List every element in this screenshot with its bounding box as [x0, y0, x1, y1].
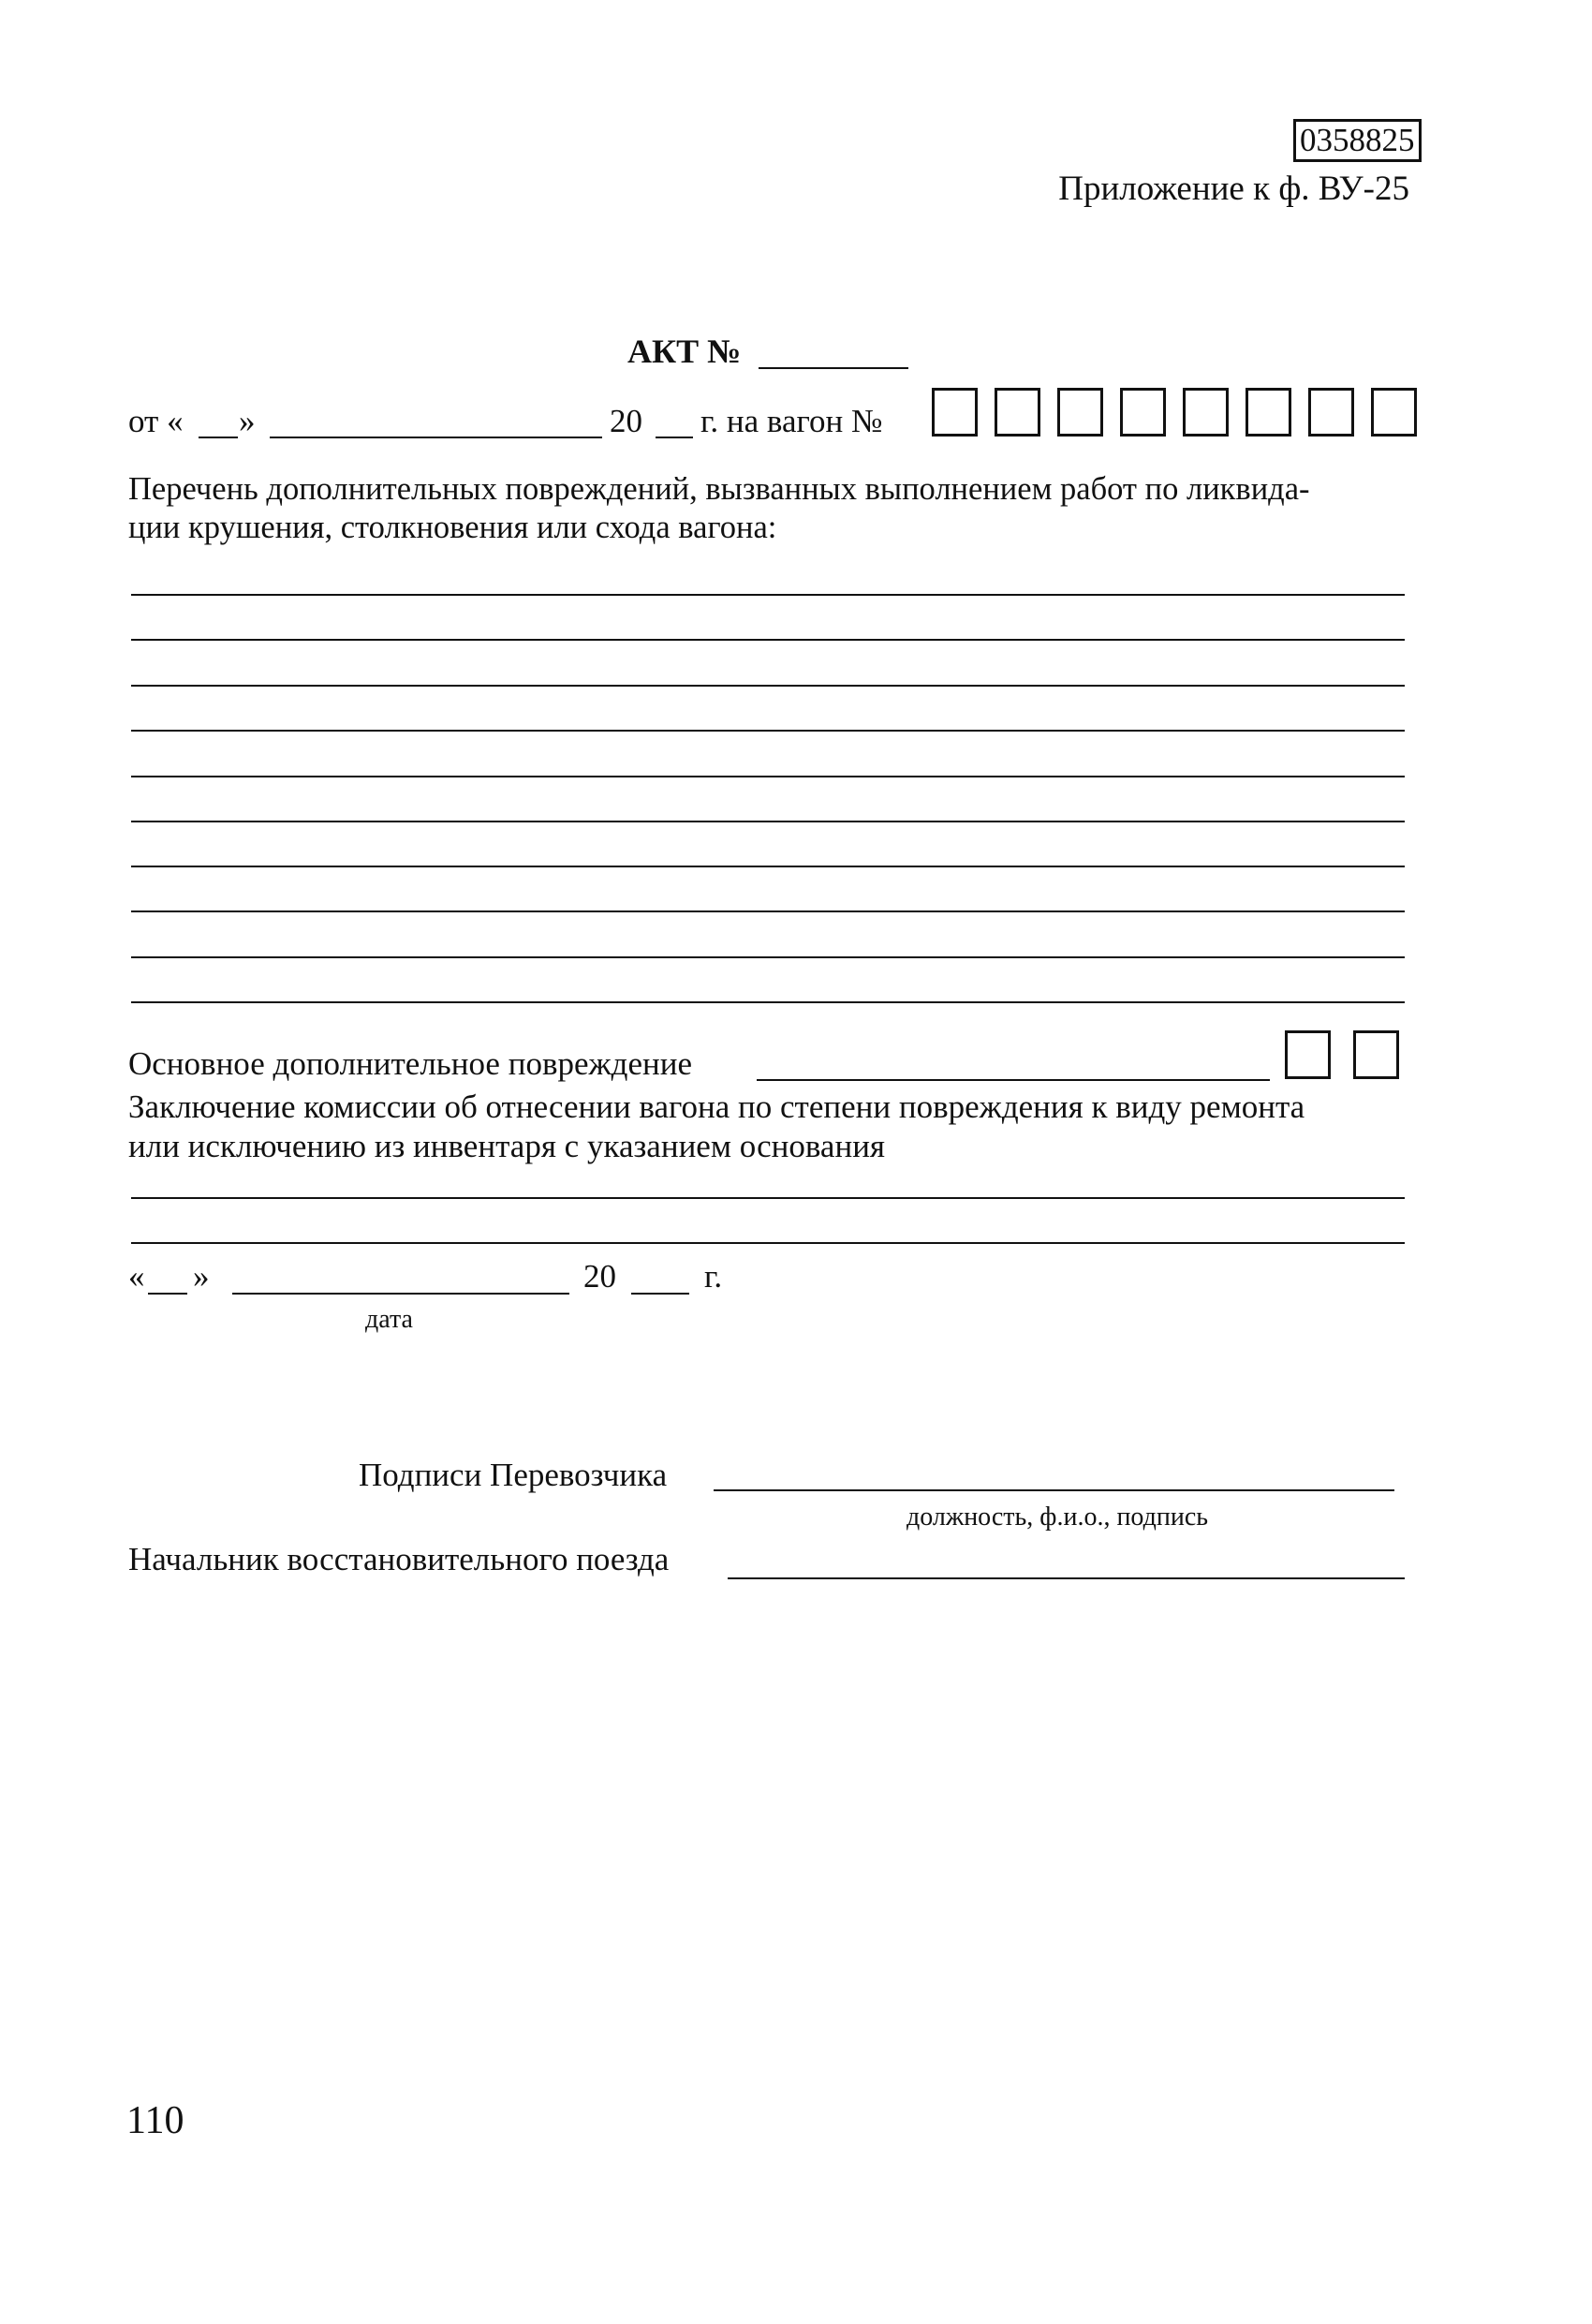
sign-date-year-prefix: 20: [583, 1258, 616, 1295]
chief-label: Начальник восстановительного поезда: [128, 1541, 670, 1577]
carrier-signature-field[interactable]: [714, 1489, 1394, 1491]
damage-list-line[interactable]: [131, 776, 1405, 777]
conclusion-line1: Заключение комиссии об отнесении вагона по степени повреждения к виду ремонта: [128, 1088, 1305, 1125]
damage-list-line[interactable]: [131, 685, 1405, 687]
date-day-field[interactable]: [199, 437, 238, 438]
damage-list-heading-line1: Перечень дополнительных повреждений, вызванных выполнением работ по ликвида-: [128, 471, 1310, 507]
sign-date-caption: дата: [365, 1305, 413, 1334]
sign-date-open-quote: «: [128, 1258, 145, 1295]
damage-list-line[interactable]: [131, 866, 1405, 867]
akt-number-field[interactable]: [759, 367, 908, 369]
date-close-quote: »: [239, 403, 256, 439]
appendix-reference: Приложение к ф. ВУ-25: [1058, 170, 1409, 208]
carrier-signature-caption: должность, ф.и.о., подпись: [907, 1502, 1209, 1532]
damage-list-line[interactable]: [131, 1001, 1405, 1003]
damage-list-line[interactable]: [131, 639, 1405, 641]
conclusion-field-line[interactable]: [131, 1197, 1405, 1199]
wagon-number-box-2[interactable]: [995, 388, 1040, 437]
wagon-number-box-1[interactable]: [932, 388, 978, 437]
wagon-number-box-8[interactable]: [1371, 388, 1417, 437]
date-year-prefix: 20: [610, 403, 642, 439]
damage-list-heading-line2: ции крушения, столкновения или схода вагона:: [128, 510, 777, 545]
damage-list-line[interactable]: [131, 910, 1405, 912]
wagon-number-box-3[interactable]: [1057, 388, 1103, 437]
form-code: 0358825: [1293, 119, 1422, 162]
wagon-number-box-5[interactable]: [1183, 388, 1229, 437]
damage-list-line[interactable]: [131, 956, 1405, 958]
carrier-signature-label: Подписи Перевозчика: [359, 1457, 668, 1493]
wagon-number-box-7[interactable]: [1308, 388, 1354, 437]
damage-list-line[interactable]: [131, 730, 1405, 732]
main-damage-code-box-1[interactable]: [1285, 1030, 1331, 1079]
akt-title: АКТ №: [627, 333, 742, 370]
wagon-number-box-4[interactable]: [1120, 388, 1166, 437]
wagon-number-label: г. на вагон №: [700, 403, 883, 439]
damage-list-line[interactable]: [131, 594, 1405, 596]
main-damage-field[interactable]: [757, 1079, 1270, 1081]
date-year-field[interactable]: [656, 437, 693, 438]
wagon-number-box-6[interactable]: [1246, 388, 1291, 437]
conclusion-line2: или исключению из инвентаря с указанием основания: [128, 1128, 886, 1164]
date-ot-label: от «: [128, 403, 184, 439]
main-damage-code-box-2[interactable]: [1353, 1030, 1399, 1079]
sign-date-month-field[interactable]: [232, 1293, 569, 1295]
sign-date-close-quote: »: [193, 1258, 210, 1295]
chief-signature-field[interactable]: [728, 1577, 1405, 1579]
sign-date-year-field[interactable]: [631, 1293, 689, 1295]
main-damage-label: Основное дополнительное повреждение: [128, 1045, 693, 1082]
conclusion-field-line[interactable]: [131, 1242, 1405, 1244]
damage-list-line[interactable]: [131, 821, 1405, 822]
sign-date-day-field[interactable]: [148, 1293, 187, 1295]
page-number: 110: [126, 2099, 184, 2142]
date-month-field[interactable]: [270, 437, 602, 438]
sign-date-year-suffix: г.: [704, 1258, 723, 1295]
